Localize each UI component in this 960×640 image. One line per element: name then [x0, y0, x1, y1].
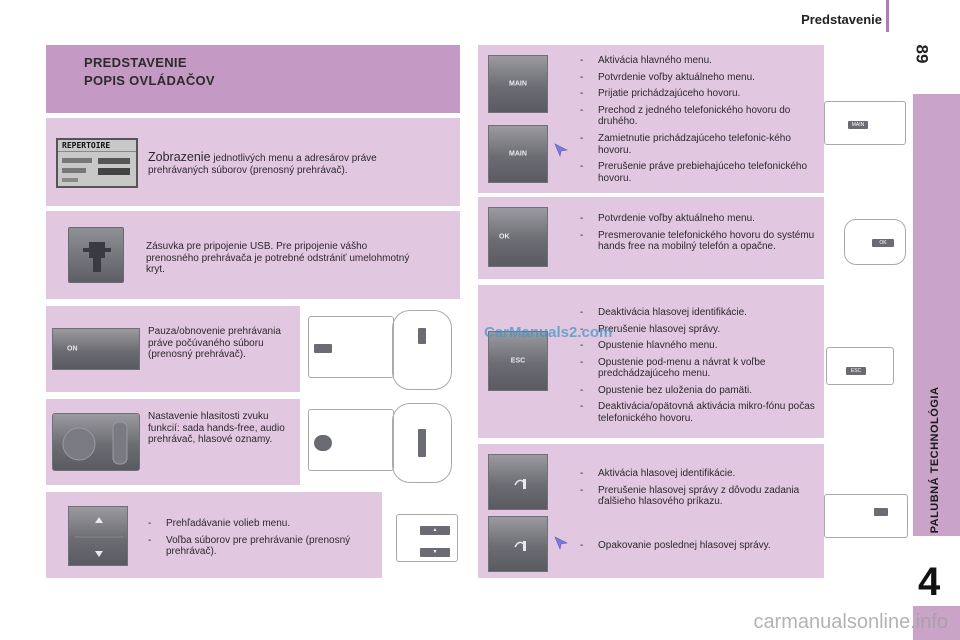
list-item: - Potvrdenie voľby aktuálneho menu.	[576, 72, 816, 84]
main-panel	[478, 45, 824, 193]
lcd-heading: REPERTOIRE	[58, 140, 136, 152]
list-item: - Presmerovanie telefonického hovoru do systému hands free na mobilný telefón a opačne.	[576, 230, 816, 253]
main-button-image-2	[488, 125, 548, 183]
browse-panel	[46, 492, 382, 578]
display-lead-word: Zobrazenie	[148, 150, 211, 164]
volume-panel	[46, 399, 300, 485]
pause-button-image	[52, 328, 140, 370]
esc-panel	[478, 285, 824, 438]
title-panel	[46, 45, 460, 113]
arrow-buttons-image	[68, 506, 128, 566]
usb-panel	[46, 211, 460, 299]
volume-description: Nastavenie hlasitosti zvuku funkcií: sada hands-free, audio prehrávač, hlasové oznamy.	[148, 411, 285, 445]
ok-key-highlight: OK	[872, 239, 894, 247]
voice-bullet-list-b	[576, 540, 816, 557]
esc-button-label: ESC	[510, 357, 526, 365]
list-item: - Deaktivácia/opätovná aktivácia mikro-fónu počas telefonického hovoru.	[576, 401, 816, 424]
list-item: - Opakovanie poslednej hlasovej správy.	[576, 540, 816, 552]
list-item: - Zamietnutie prichádzajúceho telefonic-kého hovoru.	[576, 133, 816, 156]
voice-button-image-1	[488, 454, 548, 510]
list-item: - Aktivácia hlavného menu.	[576, 55, 816, 67]
voice-mic-icon-2	[554, 536, 568, 550]
list-item: - Opustenie pod-menu a návrat k voľbe predchádzajúceho menu.	[576, 357, 816, 380]
page-number: 89	[912, 44, 932, 64]
list-item: - Aktivácia hlasovej identifikácie.	[576, 468, 816, 480]
section-title: Predstavenie	[801, 12, 882, 27]
list-item: - Prerušenie práve prebiehajúceho telefonického hovoru.	[576, 161, 816, 184]
list-item: - Potvrdenie voľby aktuálneho menu.	[576, 213, 816, 225]
volume-button-image	[52, 413, 140, 471]
pause-button-label: ON	[67, 345, 78, 353]
list-item: - Prerušenie hlasovej správy.	[576, 324, 816, 336]
display-description	[148, 152, 438, 176]
display-panel	[46, 118, 460, 206]
volume-knob-highlight	[314, 435, 332, 451]
list-item: - Voľba súborov pre prehrávanie (prenosný prehrávač).	[144, 535, 374, 558]
chapter-number: 4	[918, 560, 941, 604]
voice-command-icon-2	[489, 517, 549, 573]
up-key-highlight: ▲	[420, 526, 450, 535]
voice-key-highlight	[874, 508, 888, 516]
voice-control-sketch	[824, 444, 910, 578]
usb-plug-icon	[69, 228, 125, 284]
carmanuals-watermark: CarManuals2.com	[484, 324, 613, 341]
voice-bullet-list-a	[576, 468, 816, 513]
pause-panel	[46, 306, 300, 392]
voice-pad-outline	[824, 494, 908, 538]
main-bullet-list-b	[576, 133, 816, 189]
section-subheading: POPIS OVLÁDAČOV	[84, 73, 215, 88]
chapter-label: PALUBNÁ TECHNOLÓGIA	[929, 386, 941, 534]
list-item: - Deaktivácia hlasovej identifikácie.	[576, 307, 816, 319]
up-down-arrows-icon	[69, 507, 129, 567]
ok-bullet-list	[576, 213, 816, 258]
lcd-display-image	[56, 138, 138, 188]
main-button-label-2: MAIN	[509, 150, 527, 158]
list-item: - Prechod z jedného telefonického hovoru do druhého.	[576, 105, 816, 128]
list-item: - Prerušenie hlasovej správy z dôvodu zadania ďalšieho hlasového príkazu.	[576, 485, 816, 508]
list-item: - Opustenie hlavného menu.	[576, 340, 816, 352]
esc-pad-outline	[826, 347, 894, 385]
main-button-image-1	[488, 55, 548, 113]
main-button-label-1: MAIN	[509, 80, 527, 88]
esc-control-sketch	[824, 285, 910, 438]
voice-command-icon-1	[489, 455, 549, 511]
ok-button-image	[488, 207, 548, 267]
voice-mic-icon	[554, 143, 568, 157]
esc-key-highlight: ESC	[846, 367, 866, 375]
list-item: - Opustenie bez uloženia do pamäti.	[576, 385, 816, 397]
lcd-content-icon	[58, 152, 136, 186]
usb-socket-image	[68, 227, 124, 283]
voice-panel	[478, 444, 824, 578]
steering-wheel-outline	[392, 310, 452, 390]
main-bullet-list-a	[576, 55, 816, 133]
header-divider	[886, 0, 889, 32]
pause-control-sketch	[300, 306, 460, 392]
browse-control-sketch	[382, 492, 460, 578]
pause-key-highlight	[314, 344, 332, 353]
main-key-highlight: MAIN	[848, 121, 868, 129]
display-text: jednotlivých menu a adresárov práve prehrávaných súborov (prenosný prehrávač).	[148, 153, 377, 176]
volume-knob-icon	[53, 414, 141, 472]
ok-panel	[478, 197, 824, 279]
site-watermark: carmanualsonline.info	[753, 611, 948, 633]
browse-bullet-list	[144, 518, 374, 563]
ok-button-label: OK	[499, 233, 510, 241]
main-control-sketch	[824, 45, 910, 193]
pause-description: Pauza/obnovenie prehrávania práve počúvaného súboru (prenosný prehrávač).	[148, 326, 281, 360]
list-item: - Prijatie prichádzajúceho hovoru.	[576, 88, 816, 100]
volume-control-sketch	[300, 399, 460, 485]
ok-control-sketch	[824, 197, 910, 279]
list-item: - Prehľadávanie volieb menu.	[144, 518, 374, 530]
volume-wheel-key-highlight	[418, 429, 426, 457]
down-key-highlight: ▼	[420, 548, 450, 557]
section-heading: PREDSTAVENIE	[84, 55, 187, 70]
usb-description: Zásuvka pre pripojenie USB. Pre pripojenie vášho prenosného prehrávača je potrebné odstrániť umelohmotný kryt.	[146, 241, 410, 275]
voice-button-image-2	[488, 516, 548, 572]
pause-wheel-key-highlight	[418, 328, 426, 344]
